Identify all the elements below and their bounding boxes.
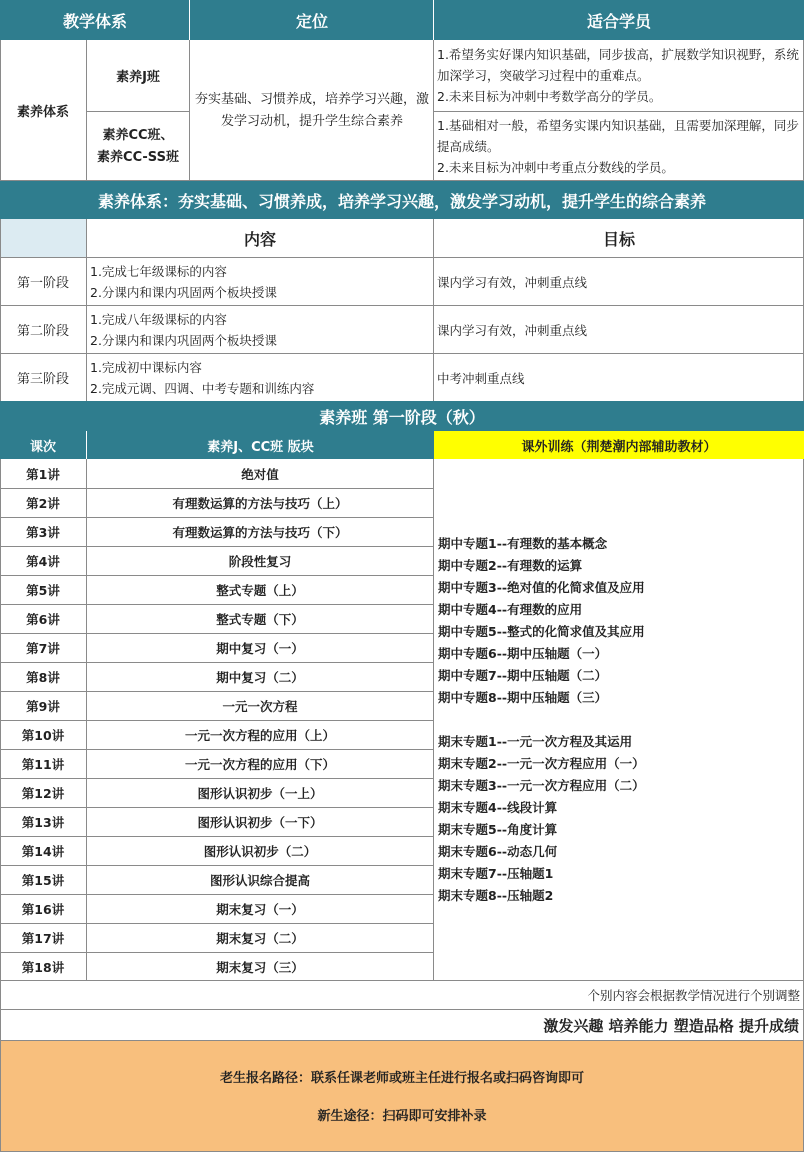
lesson-topic: 期中复习（二） bbox=[216, 670, 304, 685]
lesson-number: 第10讲 bbox=[21, 728, 65, 743]
training-final-6: 期末专题6--动态几何 bbox=[438, 844, 558, 859]
training-final-7: 期末专题7--压轴题1 bbox=[438, 866, 554, 881]
adjustment-note: 个别内容会根据教学情况进行个别调整 bbox=[0, 981, 804, 1010]
lesson-number: 第18讲 bbox=[21, 960, 65, 975]
lesson-topic: 有理数运算的方法与技巧（上） bbox=[172, 496, 348, 511]
lesson-topic: 图形认识初步（一下） bbox=[197, 815, 323, 830]
lesson-topic: 绝对值 bbox=[241, 466, 279, 482]
lesson-number: 第11讲 bbox=[21, 757, 65, 772]
lesson-topic: 一元一次方程 bbox=[222, 699, 298, 714]
system-name: 素养体系 bbox=[16, 105, 69, 120]
lessons-header-topic: 素养J、CC班 版块 bbox=[86, 431, 434, 459]
lesson-topic: 期末复习（三） bbox=[216, 960, 304, 975]
lesson-topic: 图形认识综合提高 bbox=[209, 873, 310, 888]
table-row bbox=[0, 691, 434, 720]
stage-content: 1.完成八年级课标的内容 2.分课内和课内巩固两个板块授课 bbox=[90, 311, 277, 348]
table-row bbox=[0, 952, 434, 981]
lesson-topic: 一元一次方程的应用（下） bbox=[184, 757, 335, 772]
stage-content: 1.完成七年级课标的内容 2.分课内和课内巩固两个板块授课 bbox=[90, 263, 277, 300]
table-row bbox=[0, 749, 434, 778]
lesson-number: 第12讲 bbox=[21, 786, 65, 801]
lesson-number: 第8讲 bbox=[26, 670, 60, 685]
lesson-topic: 一元一次方程的应用（上） bbox=[184, 728, 335, 743]
table-row bbox=[0, 604, 434, 633]
header-target-students: 适合学员 bbox=[434, 0, 804, 40]
table-row bbox=[0, 575, 434, 604]
lesson-number: 第13讲 bbox=[21, 815, 65, 830]
lesson-number: 第14讲 bbox=[21, 844, 65, 859]
table-row bbox=[0, 517, 434, 546]
table-row bbox=[0, 633, 434, 662]
training-list bbox=[438, 459, 800, 981]
term-banner: 素养班 第一阶段（秋） bbox=[0, 401, 804, 431]
lesson-topic: 期中复习（一） bbox=[216, 641, 304, 656]
enrollment-footer bbox=[0, 1040, 804, 1152]
class-cc-label: 素养CC班、 素养CC-SS班 bbox=[97, 127, 179, 165]
training-midterm-1: 期中专题1--有理数的基本概念 bbox=[438, 536, 608, 551]
table-row bbox=[0, 720, 434, 749]
lesson-number: 第1讲 bbox=[26, 466, 60, 482]
lessons-header-no: 课次 bbox=[0, 431, 86, 459]
table-row bbox=[0, 807, 434, 836]
lesson-topic: 图形认识初步（二） bbox=[203, 844, 317, 859]
lesson-number: 第2讲 bbox=[26, 496, 60, 511]
stage-name: 第一阶段 bbox=[16, 276, 69, 291]
training-midterm-6: 期中专题6--期中压轴题（一） bbox=[438, 646, 608, 661]
students-j-text: 1.希望务实好课内知识基础，同步拔高，扩展数学知识视野，系统加深学习，突破学习过程中的重难点。 2.未来目标为冲刺中考数学高分的学员。 bbox=[437, 47, 799, 104]
header-teaching-system: 教学体系 bbox=[0, 0, 190, 40]
stage-name: 第二阶段 bbox=[16, 324, 69, 339]
lesson-topic: 整式专题（上） bbox=[216, 583, 304, 598]
table-row bbox=[0, 778, 434, 807]
lesson-number: 第9讲 bbox=[26, 699, 60, 714]
lesson-topic: 有理数运算的方法与技巧（下） bbox=[172, 525, 348, 540]
training-midterm-2: 期中专题2--有理数的运算 bbox=[438, 558, 583, 573]
training-midterm-3: 期中专题3--绝对值的化简求值及应用 bbox=[438, 580, 645, 595]
stages-header-goal: 目标 bbox=[602, 229, 635, 249]
table-row bbox=[0, 488, 434, 517]
system-banner: 素养体系：夯实基础、习惯养成，培养学习兴趣，激发学习动机，提升学生的综合素养 bbox=[0, 181, 804, 219]
training-final-2: 期末专题2--一元一次方程应用（一） bbox=[438, 756, 645, 771]
lesson-number: 第3讲 bbox=[26, 525, 60, 540]
lesson-number: 第5讲 bbox=[26, 583, 60, 598]
table-row bbox=[0, 662, 434, 691]
training-midterm-5: 期中专题5--整式的化简求值及其应用 bbox=[438, 624, 645, 639]
lesson-number: 第4讲 bbox=[26, 554, 60, 569]
header-positioning: 定位 bbox=[190, 0, 434, 40]
training-final-4: 期末专题4--线段计算 bbox=[438, 800, 558, 815]
table-row bbox=[0, 836, 434, 865]
training-final-8: 期末专题8--压轴题2 bbox=[438, 888, 554, 903]
slogan: 激发兴趣 培养能力 塑造品格 提升成绩 bbox=[0, 1010, 804, 1040]
stages-header-content: 内容 bbox=[243, 229, 276, 249]
lesson-number: 第15讲 bbox=[21, 873, 65, 888]
training-final-1: 期末专题1--一元一次方程及其运用 bbox=[438, 734, 633, 749]
lesson-topic: 期末复习（一） bbox=[216, 902, 304, 917]
stage-goal: 课内学习有效，冲刺重点线 bbox=[437, 322, 588, 338]
lesson-topic: 阶段性复习 bbox=[228, 554, 292, 569]
new-students-path: 新生途径：扫码即可安排补录 bbox=[317, 1108, 487, 1124]
lessons-header-training: 课外训练（荆楚潮内部辅助教材） bbox=[434, 431, 804, 459]
stages-corner-cell bbox=[1, 219, 86, 257]
table-row bbox=[0, 865, 434, 894]
old-students-path: 老生报名路径：联系任课老师或班主任进行报名或扫码咨询即可 bbox=[219, 1070, 584, 1086]
lesson-topic: 期末复习（二） bbox=[216, 931, 304, 946]
training-spacer bbox=[438, 709, 800, 731]
stage-content: 1.完成初中课标内容 2.完成元调、四调、中考专题和训练内容 bbox=[90, 359, 315, 396]
training-final-3: 期末专题3--一元一次方程应用（二） bbox=[438, 778, 645, 793]
lesson-number: 第16讲 bbox=[21, 902, 65, 917]
stage-goal: 中考冲刺重点线 bbox=[437, 370, 525, 386]
table-row bbox=[0, 546, 434, 575]
training-midterm-4: 期中专题4--有理数的应用 bbox=[438, 602, 583, 617]
training-final-5: 期末专题5--角度计算 bbox=[438, 822, 558, 837]
stage-name: 第三阶段 bbox=[16, 372, 69, 387]
lesson-number: 第17讲 bbox=[21, 931, 65, 946]
students-cc-text: 1.基础相对一般，希望务实课内知识基础，且需要加深理解，同步提高成绩。 2.未来目标为冲刺中考重点分数线的学员。 bbox=[437, 118, 799, 175]
table-row bbox=[0, 894, 434, 923]
stage-goal: 课内学习有效，冲刺重点线 bbox=[437, 274, 588, 290]
class-j-label: 素养J班 bbox=[116, 70, 160, 85]
lesson-topic: 整式专题（下） bbox=[216, 612, 304, 627]
training-midterm-8: 期中专题8--期中压轴题（三） bbox=[438, 690, 608, 705]
training-midterm-7: 期中专题7--期中压轴题（二） bbox=[438, 668, 608, 683]
lesson-number: 第7讲 bbox=[26, 641, 60, 656]
table-row bbox=[0, 459, 434, 488]
lesson-topic: 图形认识初步（一上） bbox=[197, 786, 323, 801]
table-row bbox=[0, 923, 434, 952]
positioning-text: 夯实基础、习惯养成，培养学习兴趣，激发学习动机，提升学生综合素养 bbox=[194, 91, 429, 129]
lesson-number: 第6讲 bbox=[26, 612, 60, 627]
